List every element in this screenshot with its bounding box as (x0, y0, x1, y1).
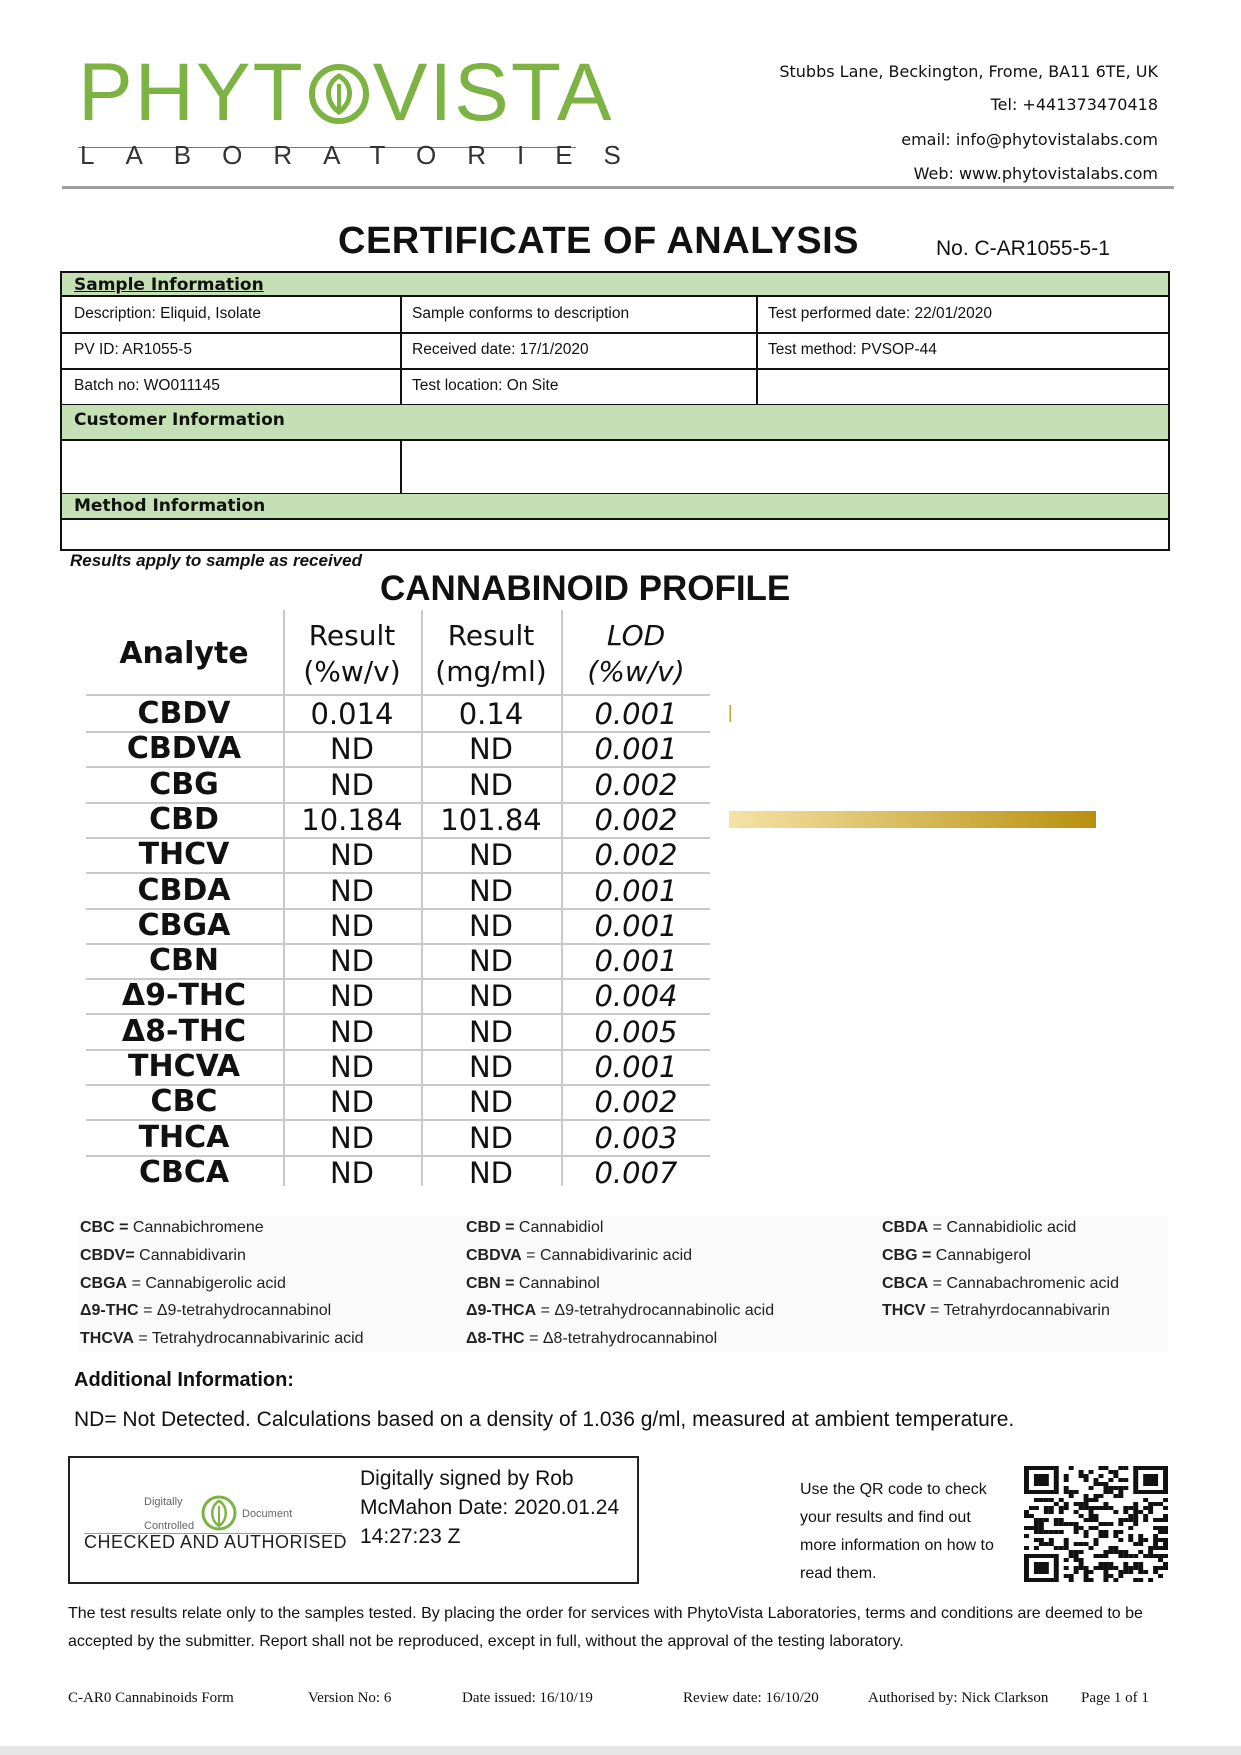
cell-lod: 0.005 (594, 1014, 678, 1049)
cell-pct: ND (329, 908, 375, 943)
header-rule (62, 186, 1174, 189)
footer-authorised: Authorised by: Nick Clarkson (868, 1690, 1049, 1706)
abbreviation-key: THCVA (80, 1330, 134, 1347)
results-note: Results apply to sample as received (70, 551, 362, 570)
abbreviation-value: Cannabichromene (132, 1219, 264, 1236)
cell-analyte: CBCA (138, 1154, 230, 1190)
footer-page: Page 1 of 1 (1081, 1690, 1149, 1706)
cell-mg: ND (468, 1050, 514, 1084)
cell-lod: 0.001 (594, 908, 678, 943)
cell-analyte: CBGA (137, 907, 231, 943)
email: email: info@phytovistalabs.com (901, 130, 1158, 149)
website: Web: www.phytovistalabs.com (913, 164, 1158, 183)
cell-mg: 0.14 (458, 697, 524, 731)
header-result-mg-line1: Result (447, 619, 535, 652)
leaf-logo-icon (307, 62, 371, 126)
abbreviation-item (882, 1219, 1076, 1237)
cell-pct: ND (329, 979, 375, 1014)
header-lod (562, 618, 710, 690)
cell-analyte: CBDVA (126, 731, 242, 767)
cell-lod: 0.002 (594, 802, 678, 837)
result-bar-cbdv (729, 705, 731, 722)
cell-analyte: Δ9-THC (121, 978, 247, 1014)
test-method: Test method: PVSOP-44 (768, 341, 937, 358)
additional-info-text: ND= Not Detected. Calculations based on a density of 1.036 g/ml, measured at ambient temperature. (74, 1408, 1015, 1431)
cell-mg: ND (468, 1014, 514, 1049)
cell-lod: 0.001 (594, 732, 678, 767)
abbreviation-key: Δ9-THC (80, 1302, 139, 1319)
method-info-heading: Method Information (62, 494, 1168, 520)
cell-pct: ND (329, 873, 375, 908)
cell-analyte: CBDA (137, 872, 231, 908)
cell-mg: ND (468, 944, 514, 979)
abbreviation-key: CBD = (466, 1219, 515, 1236)
abbreviation-item (466, 1219, 603, 1237)
cell-pct: ND (329, 944, 375, 979)
sample-description: Description: Eliquid, Isolate (74, 305, 261, 322)
abbreviation-value: Cannabinol (518, 1275, 600, 1292)
cell-analyte: THCV (138, 837, 230, 873)
table-row (86, 873, 710, 910)
logo-wordmark (78, 47, 614, 138)
abbreviation-key: Δ8-THC (466, 1330, 525, 1347)
cell-mg: ND (468, 979, 514, 1014)
abbreviation-key: CBDV= (80, 1247, 135, 1264)
cell-lod: 0.003 (594, 1120, 678, 1155)
abbreviation-item (882, 1302, 1110, 1320)
abbreviation-item (80, 1330, 364, 1348)
header-result-pct-line2: (%w/v) (303, 655, 401, 688)
cell-pct: ND (329, 1050, 375, 1084)
abbreviation-key: CBN = (466, 1275, 515, 1292)
cell-lod: 0.002 (594, 1085, 678, 1120)
abbreviation-key: Δ9-THCA (466, 1302, 537, 1319)
cell-mg: ND (468, 732, 514, 767)
cell-pct: ND (329, 1155, 375, 1190)
abbreviation-key: CBDA (882, 1219, 929, 1236)
cell-pct: ND (329, 1120, 375, 1155)
abbreviation-item (466, 1275, 600, 1293)
logo-subtitle: LABORATORIES (80, 140, 652, 170)
additional-info-heading: Additional Information: (74, 1369, 294, 1391)
sig-document: Document (242, 1508, 293, 1520)
cell-analyte: Δ8-THC (121, 1013, 247, 1049)
abbreviation-key: CBG = (882, 1247, 932, 1264)
abbreviation-item (466, 1247, 692, 1265)
table-row (86, 731, 710, 768)
abbreviation-item (466, 1302, 774, 1320)
logo-word-left: PHYT (78, 47, 305, 138)
qr-code-icon[interactable] (1024, 1466, 1168, 1582)
cell-lod: 0.004 (594, 979, 678, 1014)
abbreviation-item (882, 1247, 1031, 1265)
sig-controlled: Controlled (144, 1520, 195, 1532)
header-result-mg-line2: (mg/ml) (435, 655, 547, 688)
cell-analyte: THCVA (128, 1049, 240, 1084)
cell-analyte: CBN (149, 943, 219, 979)
certificate-title: CERTIFICATE OF ANALYSIS (338, 220, 860, 262)
cell-lod: 0.001 (594, 944, 678, 979)
abbreviation-value: = Δ9-tetrahydrocannabinolic acid (540, 1302, 775, 1319)
document-seal-icon (200, 1494, 238, 1532)
abbreviation-value: = Δ9-tetrahydrocannabinol (143, 1302, 332, 1319)
cell-pct: ND (329, 1014, 375, 1049)
sample-info-heading: Sample Information (62, 273, 1168, 297)
cell-pct: ND (329, 767, 375, 802)
cell-analyte: CBD (149, 801, 219, 837)
cell-pct: ND (329, 838, 375, 873)
abbreviation-item (80, 1302, 331, 1320)
cell-pct: 0.014 (310, 697, 394, 731)
digital-signature-text: Digitally signed by Rob McMahon Date: 2020.01.24 14:27:23 Z (360, 1467, 620, 1548)
abbreviation-item (80, 1247, 246, 1265)
table-row (86, 978, 710, 1015)
table-row (86, 908, 710, 945)
footer-issued: Date issued: 16/10/19 (462, 1690, 593, 1706)
abbreviation-value: = Tetrahydrocannabivarinic acid (138, 1330, 364, 1347)
sig-digitally: Digitally (144, 1496, 183, 1508)
abbreviation-item (80, 1275, 286, 1293)
abbreviation-key: CBGA (80, 1275, 128, 1292)
cell-lod: 0.001 (594, 873, 678, 908)
abbreviation-key: THCV (882, 1302, 926, 1319)
abbreviation-value: = Tetrahyrdocannabivarin (930, 1302, 1110, 1319)
received-date: Received date: 17/1/2020 (412, 341, 589, 358)
cell-analyte: CBC (150, 1084, 218, 1120)
cell-lod: 0.001 (594, 697, 678, 731)
test-location: Test location: On Site (412, 377, 559, 394)
header-result-pct (284, 618, 420, 690)
abbreviation-value: = Cannabigerolic acid (131, 1275, 286, 1292)
customer-info-heading: Customer Information (62, 405, 1168, 441)
telephone: Tel: +441373470418 (990, 95, 1158, 114)
logo-word-right: VISTA (372, 47, 614, 138)
test-performed-date: Test performed date: 22/01/2020 (768, 305, 993, 322)
cell-mg: ND (468, 838, 514, 873)
abbreviation-value: = Cannabachromenic acid (932, 1275, 1120, 1292)
sample-conforms: Sample conforms to description (412, 305, 630, 322)
cell-lod: 0.002 (594, 838, 678, 873)
abbreviation-key: CBC = (80, 1219, 129, 1236)
table-row (86, 943, 710, 980)
header-lod-line1: LOD (606, 619, 666, 652)
table-row (86, 1049, 710, 1086)
result-bar-cbd (729, 811, 1096, 828)
table-row (86, 837, 710, 874)
table-row (86, 1120, 710, 1157)
cell-lod: 0.001 (594, 1050, 678, 1084)
table-row (86, 1014, 710, 1051)
abbreviation-item (80, 1219, 264, 1237)
checked-and-authorised: CHECKED AND AUTHORISED (84, 1532, 348, 1552)
abbreviation-key: CBCA (882, 1275, 929, 1292)
cell-analyte: CBDV (137, 696, 231, 731)
certificate-number: No. C-AR1055-5-1 (936, 237, 1110, 260)
cell-lod: 0.007 (594, 1155, 678, 1190)
abbreviation-value: = Cannabidivarinic acid (526, 1247, 693, 1264)
abbreviation-value: = Cannabidiolic acid (932, 1219, 1077, 1236)
cell-mg: ND (468, 908, 514, 943)
abbreviation-item (466, 1330, 717, 1348)
pv-id: PV ID: AR1055-5 (74, 341, 193, 358)
abbreviation-value: = Δ8-tetrahydrocannabinol (529, 1330, 718, 1347)
table-row (86, 767, 710, 804)
cell-analyte: CBG (149, 766, 219, 802)
table-row (86, 802, 710, 839)
footer-form: C-AR0 Cannabinoids Form (68, 1690, 234, 1706)
header-lod-line2: (%w/v) (587, 655, 685, 688)
qr-instructions: Use the QR code to check your results and find out more information on how to read them. (800, 1481, 994, 1582)
cell-analyte: THCA (138, 1119, 230, 1155)
cell-pct: ND (329, 1085, 375, 1120)
info-table (60, 271, 1170, 551)
table-row (86, 1155, 710, 1190)
batch-number: Batch no: WO011145 (74, 377, 220, 394)
abbreviation-value: Cannabidiol (518, 1219, 604, 1236)
footer-version: Version No: 6 (308, 1690, 392, 1706)
page-bottom-edge (0, 1746, 1241, 1755)
abbreviation-value: Cannabigerol (935, 1247, 1031, 1264)
cell-mg: ND (468, 767, 514, 802)
signature-box (68, 1456, 639, 1584)
table-row (86, 1084, 710, 1121)
cell-mg: ND (468, 873, 514, 908)
header-result-mg (422, 618, 560, 690)
abbreviation-item (882, 1275, 1119, 1293)
table-row (86, 696, 710, 733)
cell-mg: ND (468, 1120, 514, 1155)
cell-mg: 101.84 (440, 802, 542, 837)
footer-review: Review date: 16/10/20 (683, 1690, 819, 1706)
cell-pct: 10.184 (301, 802, 403, 837)
header-result-pct-line1: Result (308, 619, 396, 652)
cell-pct: ND (329, 732, 375, 767)
abbreviation-key: CBDVA (466, 1247, 522, 1264)
cell-mg: ND (468, 1155, 514, 1190)
profile-title: CANNABINOID PROFILE (380, 569, 791, 608)
header-analyte: Analyte (119, 636, 249, 671)
disclaimer: The test results relate only to the samples tested. By placing the order for services with PhytoVista Laboratories, terms and conditions are deemed to be accepted by the submitter. Report shall not be reproduced, except in full, without the approval of the testing laboratory. (68, 1605, 1143, 1650)
abbreviation-value: Cannabidivarin (139, 1247, 246, 1264)
address: Stubbs Lane, Beckington, Frome, BA11 6TE, UK (779, 62, 1158, 81)
cell-lod: 0.002 (594, 767, 678, 802)
cell-mg: ND (468, 1085, 514, 1120)
